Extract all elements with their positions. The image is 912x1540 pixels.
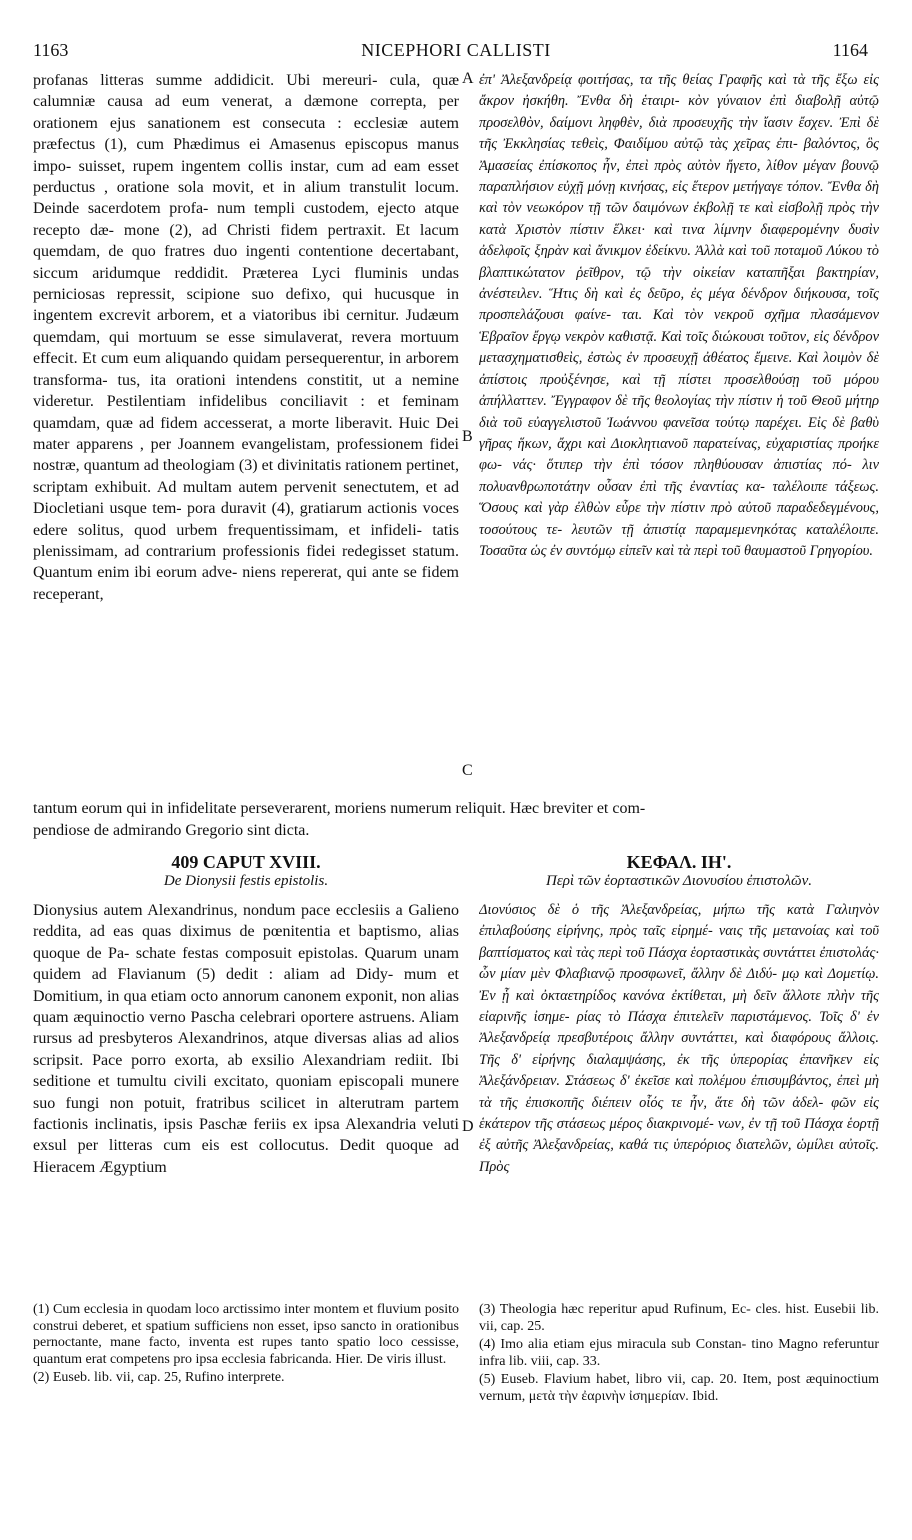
- footnote-2: (2) Euseb. lib. vii, cap. 25, Rufino interprete.: [33, 1370, 285, 1385]
- spanning-line-2: pendiose de admirando Gregorio sint dicta.: [33, 822, 310, 839]
- greek-column-upper: [479, 70, 879, 792]
- footnotes-right: [479, 1302, 879, 1407]
- spanning-line-1: tantum eorum qui in infidelitate perseverarent, moriens numerum reliquit. Hæc breviter et com-: [33, 800, 646, 817]
- greek-column-lower: [479, 900, 879, 1272]
- margin-marker-b: B: [462, 428, 473, 445]
- latin-lower-text: Dionysius autem Alexandrinus, nondum pace ecclesiis a Galieno reddita, ad eas quas diximus de pœnitentia et baptismo, alias quoque de Pa- schate festas composuit epistolas. Quarum unam quidem ad Flavianum (5) dedit : aliam ad Didy- mum et Domitium, in qua etiam octo annorum canonem exponit, non alias quam æquinoctio verno Pascha celebrari oportere astruens. Aliam rursus ad presbyteros Alexandrinos, atque diversas alias ad alios scripsit. Pace porro exorta, ab exsilio Alexandriam rediit. Ibi seditione et tumultu civili excitato, quoniam episcopali munere suo fungi non potuit, fratribus scilicet in alterutram partem factionis inclinatis, ipsis Paschæ feriis ex ipsa Alexandria veluti exsul per litteras cum eis est collocutus. Dedit quoque ad Hieracem Ægyptium: [33, 902, 459, 1176]
- latin-upper-text: profanas litteras summe addidicit. Ubi mereuri- cula, quæ calumniæ causa ad eum venerat, a dæmone correpta, per orationem ejus sanationem est consecuta : ecclesiæ autem præfectus (1), cum Phædimus ei Amasenus episcopus manus impo- suisset, rupem ingentem collis instar, cum ad eam esset perductus , oratione sola movit, et in alium transtulit locum. Deinde sacerdotem profa- num templi custodem, ejecto atque recepto dæ- mone (2), ad Christi fidem pertraxit. Et lacum quemdam, de quo fratres duo ingenti contentione decertabant, siccum aridumque reddidit. Præterea Lyci fluminis undas perniciosas repressit, scipione suo defixo, qui hucusque in ingentem excrevit arborem, et a viatoribus ibi cernitur. Judæum quemdam, qui mortuum se esse simulaverat, revera mortuum effecit. Et cum eum aliquando quidam persequerentur, in arborem transforma- tus, ita orationi intendens constitit, ut a nemine videretur. Pestilentiam infidelibus conciliavit : et feminam quamdam, quæ ad fidem accesserat, a morte liberavit. Huic Dei mater apparens , per Joannem evangelistam, professionem fidei nostræ, quantum ad theologiam (3) et divinitatis rationem pertinet, scriptam exhibuit. Ad multam autem pervenit senectutem, et ad Diocletiani usque tem- pora duravit (4), gratiarum actionis voces edere solitus, quod urbem frequentissimam, et infideli- tatis plenissimam, ad contrarium professionis fidei redegisset statum. Quantum enim ibi eorum adve- niens repererat, qui ante se fidem receperant,: [33, 72, 459, 603]
- latin-column-upper: [33, 70, 459, 830]
- running-title: NICEPHORI CALLISTI: [361, 40, 551, 60]
- page-number-left: 1163: [33, 40, 69, 60]
- greek-lower-text: Διονύσιος δὲ ὁ τῆς Ἀλεξανδρείας, μήπω τῆς κατὰ Γαλιηνὸν ἐπιλαβούσης εἰρήνης, πρὸς ταῖς εἰρημέ- ναις τῆς μετανοίας καὶ τοῦ βαπτίσματος καὶ τὰς περὶ τοῦ Πάσχα ἑορταστικὰς συντάττει ἐπιστολάς· ὧν μίαν μὲν Φλαβιανῷ προσφωνεῖ, ἄλλην δὲ Διδύ- μῳ καὶ Δομετίῳ. Ἐν ᾗ καὶ ὀκταετηρίδος κανόνα ἐκτίθεται, μὴ δεῖν ἄλλοτε πλὴν τῆς εἰαρινῆς ἰσημε- ρίας τὸ Πάσχα ἐπιτελεῖν παριστάμενος. Τοῖς δ' ἐν Ἀλεξανδρείᾳ πρεσβυτέροις ἄλλην συντάττει, καὶ διαφόρους ἄλλοις. Τῆς δ' εἰρήνης διαλαμψάσης, ἐκ τῆς ὑπερορίας ἐπανῆκεν εἰς Ἀλεξάνδρειαν. Στάσεως δ' ἐκεῖσε καὶ πολέμου ἐπισυμβάντος, ἐπεὶ μὴ τὰ τῆς ἐπισκοπῆς διέπειν οἷός τε ἦν, ἅτε δὴ τῶν ἀδελ- φῶν εἰς ἑκάτερον τῆς στάσεως μέρος διακρινομέ- νων, ἐν τῇ τοῦ Πάσχα ἑορτῇ ἐξ αὐτῆς Ἀλεξανδρείας, καθά τις ὑπερόριος διατελῶν, ὡμίλει αὐτοῖς. Πρὸς: [479, 902, 879, 1175]
- footnote-4: (4) Imo alia etiam ejus miracula sub Constan- tino Magno referuntur infra lib. viii, cap. 33.: [479, 1337, 879, 1369]
- latin-chapter-title: CAPUT XVIII.: [202, 852, 321, 872]
- margin-marker-a: A: [462, 70, 474, 87]
- greek-chapter-heading: [479, 852, 879, 890]
- greek-chapter-subtitle: Περὶ τῶν ἑορταστικῶν Διονυσίου ἐπιστολῶν.: [545, 873, 812, 889]
- page-number-right: 1164: [832, 40, 868, 60]
- margin-marker-d: D: [462, 1118, 474, 1135]
- running-header: [0, 40, 912, 64]
- greek-upper-text: ἐπ' Ἀλεξανδρείᾳ φοιτήσας, τα τῆς θείας Γραφῆς καὶ τὰ τῆς ἔξω εἰς ἄκρον ἠσκήθη. Ἔνθα δὴ ἑταιρι- κὸν γύναιον ἐπὶ διαβολῇ αὐτῷ προσελθὸν, δαίμονι ληφθὲν, διὰ προσευχῆς τὴν ἴασιν ἔσχεν. Ἐπὶ δὲ τῆς Ἐκκλησίας τεθεὶς, Φαιδίμου αὐτῷ τὰς χεῖρας ἐπι- βαλόντος, ὃς Ἀμασείας ἐπίσκοπος ἦν, ἐπεὶ πρὸς αὐτὸν ἤγετο, λίθον μέγαν βουνῷ παραπλήσιον εὐχῇ μόνῃ κινήσας, εἰς ἕτερον μετήγαγε τόπον. Ἔνθα δὴ καὶ τὸν νεωκόρον τῇ τῶν δαιμόνων ἐκβολῇ τε καὶ εἰσβολῇ πρὸς τὴν κατὰ Χριστὸν πίστιν ἕλκει· καὶ τινα λίμνην διαφερομένην δυσὶν ἀδελφοῖς ξηρὰν καὶ ἄνικμον ἐδείκνυ. Ἀλλὰ καὶ τοῦ ποταμοῦ Λύκου τὸ βλαπτικώτατον ῥεῖθρον, τῷ τὴν οἰκείαν καταπῆξαι βακτηρίαν, ἀνέστειλεν. Ἥτις δὴ καὶ ἐς δεῦρο, ἐς μέγα δένδρον διήκουσα, τοῖς προσπελάζουσι φαίνε- ται. Καὶ τὸν νεκροῦ σχῆμα πλασάμενον Ἑβραῖον ἔργῳ νεκρὸν καθιστᾷ. Καὶ τοῖς διώκουσι τοῦτον, εἰς δένδρον μετασχηματισθεὶς, ἐστὼς ἐν προσευχῇ ἀθέατος ἔμεινε. Καὶ λοιμὸν δὲ ἀπίστοις προὐξένησε, καὶ τῇ πίστει προσελθούσῃ τοῦ μόρου ἀπήλλαττεν. Ἔγγραφον δὲ τῆς θεολογίας τὴν πίστιν ἡ τοῦ Θεοῦ μήτηρ διὰ τοῦ εὐαγγελιστοῦ Ἰωάννου φανεῖσα τούτῳ παρέχει. Εἰς δὲ βαθὺ γῆρας ἥκων, ἄχρι καὶ Διοκλητιανοῦ παρατείνας, εὐχαριστίας προήκε φω- νάς· ὅτιπερ τὴν ἐπὶ τόσον πληθύουσαν ἀπιστίας πό- λιν πολυανθρωποτάτην οὖσαν ἐπὶ τῆς ἐναντίας κα- ταλέλοιπε τάξεως. Ὅσους καὶ γὰρ ἐλθὼν εὗρε τὴν πίστιν πρὸ αὐτοῦ παραδεδεγμένους, τοσούτους τε- λευτῶν τῇ ἀπιστίᾳ παραμεμενηκότας καταλέλοιπε. Τοσαῦτα ὡς ἐν συντόμῳ εἰπεῖν καὶ τὰ περὶ τοῦ θαυμαστοῦ Γρηγορίου.: [479, 72, 879, 559]
- latin-chapter-subtitle: De Dionysii festis epistolis.: [163, 873, 329, 889]
- latin-chapter-heading: [33, 852, 459, 890]
- footnote-5: (5) Euseb. Flavium habet, libro vii, cap. 20. Item, post æquinoctium vernum, μετὰ τὴν ἐαρινὴν ἰσημερίαν. Ibid.: [479, 1372, 879, 1404]
- footnotes-left: [33, 1302, 459, 1389]
- column-number: 409: [171, 852, 199, 872]
- footnote-3: (3) Theologia hæc reperitur apud Rufinum, Ec- cles. hist. Eusebii lib. vii, cap. 25.: [479, 1302, 879, 1334]
- margin-marker-c: C: [462, 762, 473, 779]
- footnote-1: (1) Cum ecclesia in quodam loco arctissimo inter montem et fluvium posito construi deberet, et spatium sufficiens non esset, ipso sancto in orationibus pernoctante, mane facto, inventa est rupes tanto spatio loco cessisse, quantum erat competens pro ipsa ecclesia fabricanda. Hier. De viris illust.: [33, 1302, 459, 1367]
- latin-column-lower: [33, 900, 459, 1272]
- greek-chapter-title: ΚΕΦΑΛ. ΙΗ'.: [626, 852, 732, 872]
